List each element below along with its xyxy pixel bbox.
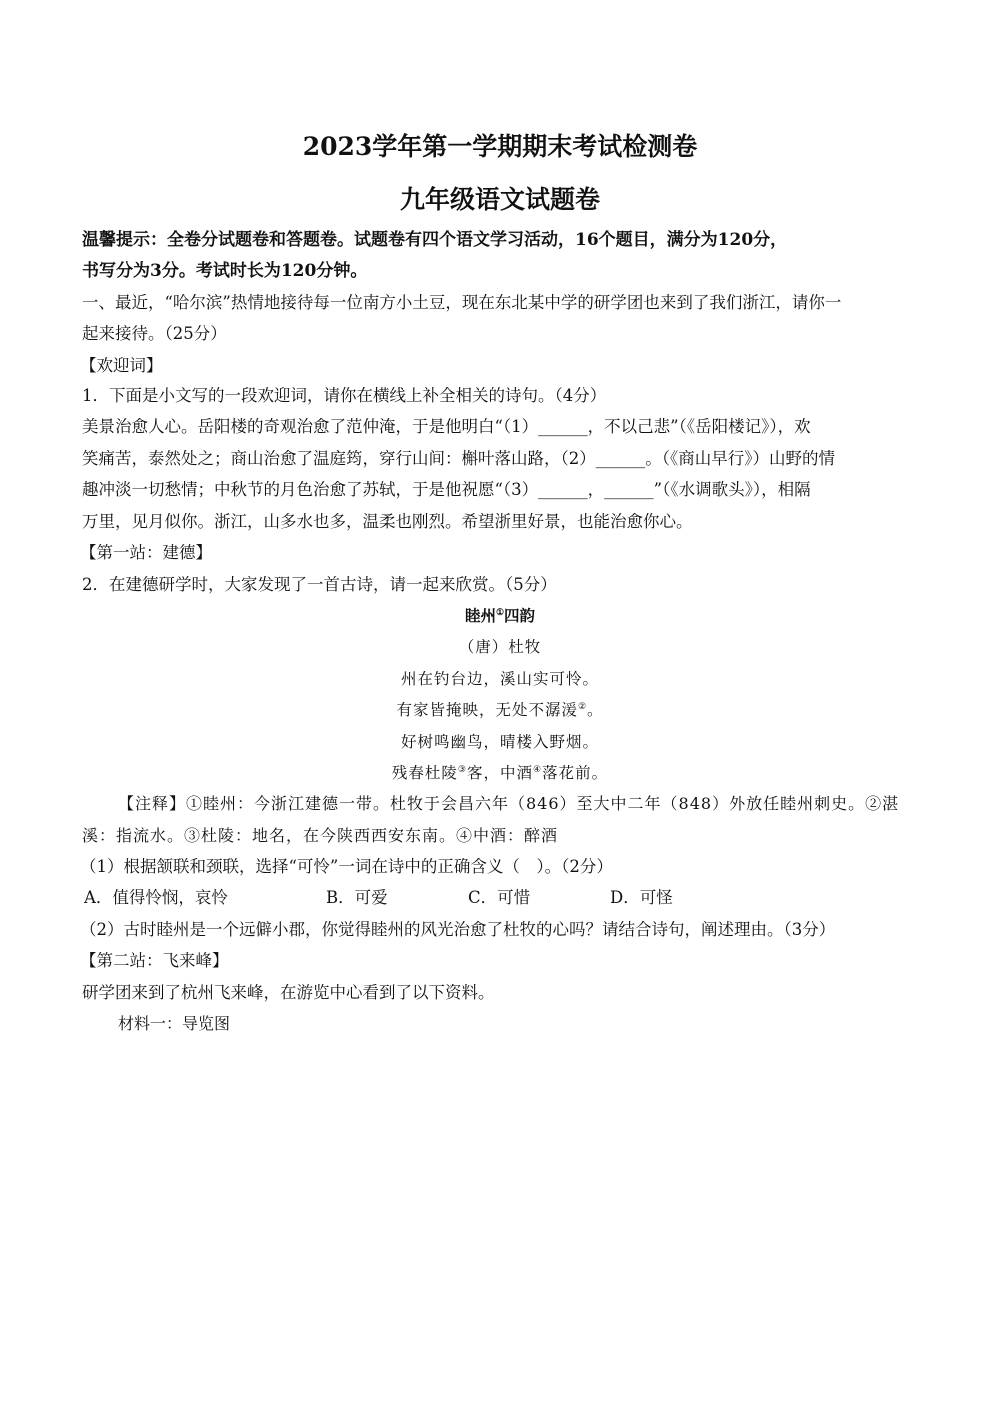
poem-author: （唐）杜牧: [458, 638, 542, 656]
poem-line-1: 州在钓台边，溪山实可怜。: [400, 670, 599, 688]
intro-line-2: 起来接待。（25分）: [82, 324, 227, 343]
poem-note-mark-3: ③: [457, 764, 467, 775]
notice-line-2: 书写分为3分。考试时长为120分钟。: [82, 261, 368, 281]
poem-line-3: 好树鸣幽鸟，晴楼入野烟。: [400, 733, 599, 751]
section-welcome-heading: 【欢迎词】: [80, 356, 163, 375]
poem-notes-line-2: 溪：指流水。③杜陵：地名，在今陕西西安东南。④中酒：醉酒: [82, 826, 559, 845]
option-b: B．可爱: [326, 888, 388, 907]
poem-line-4: 残春杜陵③客，中酒④落花前。: [391, 764, 609, 782]
exam-subtitle: 九年级语文试题卷: [399, 185, 600, 214]
poem-title: 睦州①四韵: [464, 606, 536, 625]
poem-notes-line-1: 【注释】①睦州：今浙江建德一带。杜牧于会昌六年（846）至大中二年（848）外放任睦州刺史。②湛: [118, 794, 900, 813]
q1-paragraph-line-1: 美景治愈人心。岳阳楼的奇观治愈了范仲淹，于是他明白“（1）______，不以己悲”（《岳阳楼记》），欢: [82, 417, 811, 436]
q1-paragraph-line-2: 笑痛苦，泰然处之；商山治愈了温庭筠，穿行山间：槲叶落山路，（2）______。（《商山早行》）山野的情: [82, 449, 835, 468]
material-one-label: 材料一：导览图: [118, 1014, 231, 1033]
section-station1-heading: 【第一站：建德】: [80, 543, 212, 562]
q1-stem: 1．下面是小文写的一段欢迎词，请你在横线上补全相关的诗句。（4分）: [82, 386, 607, 405]
option-a: A．值得怜悯，哀怜: [84, 888, 228, 907]
section-station2-heading: 【第二站：飞来峰】: [80, 951, 229, 970]
q1-paragraph-line-3: 趣冲淡一切愁情；中秋节的月色治愈了苏轼，于是他祝愿“（3）______，______”（《水调歌头》），相隔: [82, 480, 811, 499]
poem-line-2: 有家皆掩映，无处不潺湲②。: [396, 701, 604, 719]
q1-paragraph-line-4: 万里，见月似你。浙江，山多水也多，温柔也刚烈。希望浙里好景，也能治愈你心。: [82, 512, 693, 531]
exam-title: 2023学年第一学期期末考试检测卷: [302, 132, 698, 161]
q2-stem: 2．在建德研学时，大家发现了一首古诗，请一起来欣赏。（5分）: [82, 575, 557, 594]
notice-line-1: 温馨提示：全卷分试题卷和答题卷。试题卷有四个语文学习活动，16个题目，满分为120分，: [82, 230, 788, 250]
intro-line-1: 一、最近，“哈尔滨”热情地接待每一位南方小土豆，现在东北某中学的研学团也来到了我们浙江，请你一: [82, 293, 842, 312]
poem-title-note-mark: ①: [495, 607, 505, 618]
option-c: C．可惜: [468, 888, 531, 907]
option-d: D．可怪: [610, 888, 673, 907]
poem-note-mark-4: ④: [533, 764, 543, 775]
poem-note-mark-2: ②: [577, 701, 588, 712]
q2-sub2: （2）古时睦州是一个远僻小郡，你觉得睦州的风光治愈了杜牧的心吗？请结合诗句，阐述理由。（3分）: [80, 920, 836, 939]
station2-text: 研学团来到了杭州飞来峰，在游览中心看到了以下资料。: [82, 983, 495, 1002]
q2-sub1: （1）根据颔联和颈联，选择“可怜”一词在诗中的正确含义（ ）。（2分）: [80, 857, 613, 876]
